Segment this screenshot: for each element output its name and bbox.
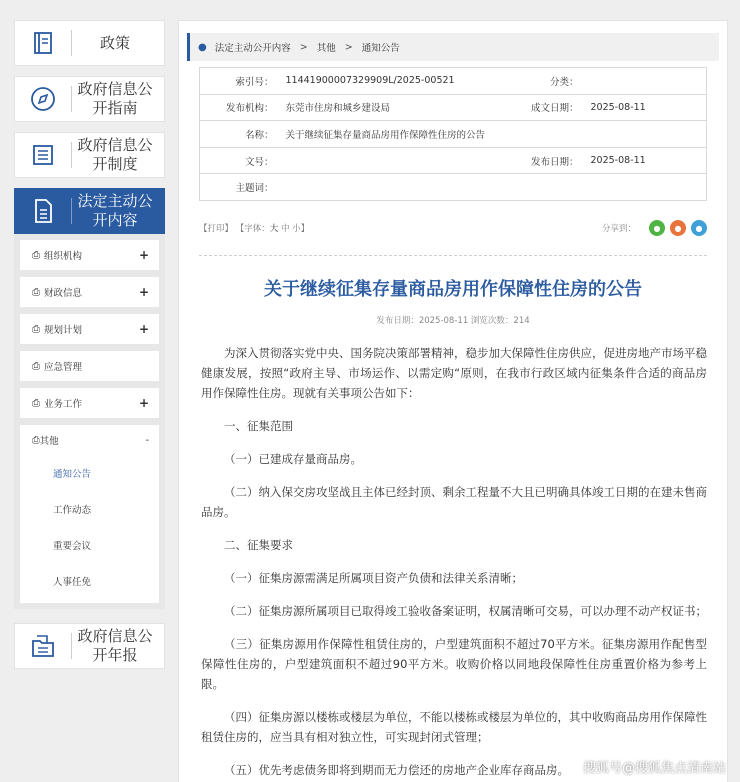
chevron-right-icon: > xyxy=(299,41,308,53)
document-icon xyxy=(15,197,71,225)
meta-label: 主题词： xyxy=(200,174,280,201)
breadcrumb-item[interactable]: 通知公告 xyxy=(361,43,400,54)
chevron-right-icon: > xyxy=(344,41,353,53)
meta-value: 关于继续征集存量商品房用作保障性住房的公告 xyxy=(280,121,707,148)
article-info: 发布日期：2025-08-11 浏览次数：214 xyxy=(376,316,530,326)
breadcrumb xyxy=(187,33,719,61)
nav-label: 政府信息公开指南 xyxy=(77,80,153,117)
page-icon: ⎙ xyxy=(32,397,40,409)
subnav-item-emergency[interactable] xyxy=(20,351,159,381)
article-body xyxy=(201,343,707,782)
article-paragraph: （二）征集房源所属项目已取得竣工验收备案证明，权属清晰可交易，可以办理不动产权证书； xyxy=(224,604,707,618)
nav-label: 政策 xyxy=(99,33,130,52)
article-paragraph: （二）纳入保交房攻坚战且主体已经封顶、剩余工程量不大且已明确具体竣工日期的在建未售商品房。 xyxy=(201,485,707,519)
expand-icon[interactable]: + xyxy=(138,396,149,410)
subnav-group-other xyxy=(20,425,159,603)
breadcrumb-item[interactable]: 其他 xyxy=(316,43,336,54)
article-tools xyxy=(199,220,707,236)
article-paragraph: （三）征集房源用作保障性租赁住房的，户型建筑面积不超过70平方米。征集房源用作配售型保障性住房的，户型建筑面积不超过90平方米。收购价格以同地段保障性住房重置价格为参考上限。 xyxy=(201,637,707,691)
article-paragraph: 一、征集范围 xyxy=(224,419,293,433)
location-pin-icon: ● xyxy=(198,41,207,53)
expand-icon[interactable]: + xyxy=(138,285,149,299)
compass-icon xyxy=(15,85,71,113)
content-panel xyxy=(178,20,728,782)
subnav-item-other[interactable] xyxy=(20,425,159,455)
meta-label: 发布机构： xyxy=(200,94,280,121)
nav-policy[interactable] xyxy=(14,20,165,66)
meta-label: 文号： xyxy=(200,147,280,174)
page-icon: ⎙ xyxy=(32,286,40,298)
subnav-label: 组织机构 xyxy=(44,251,83,262)
article-paragraph: （四）征集房源以楼栋或楼层为单位，不能以楼栋或楼层为单位的，其中收购商品房用作保障性租赁住房的，应当具有相对独立性，可实现封闭式管理； xyxy=(201,710,707,744)
subnav xyxy=(14,234,165,609)
collapse-icon[interactable]: - xyxy=(145,434,149,446)
left-sidebar xyxy=(14,20,165,679)
wechat-icon[interactable]: ● xyxy=(649,220,665,236)
watermark: 搜狐号@搜狐焦点清南站 xyxy=(582,761,726,776)
article-paragraph: （一）征集房源需满足所属项目资产负债和法律关系清晰； xyxy=(224,571,523,585)
share-label: 分享到： xyxy=(601,224,636,234)
meta-value: 东莞市住房和城乡建设局 xyxy=(280,94,525,121)
meta-value: 11441900007329909L/2025-00521 xyxy=(280,68,525,95)
font-small-button[interactable]: 小 xyxy=(292,224,301,234)
article-paragraph: （五）优先考虑债务即将到期而无力偿还的房地产企业库存商品房。 xyxy=(224,763,569,777)
subnav-label: 其他 xyxy=(39,436,59,447)
meta-label: 发布日期： xyxy=(525,147,585,174)
nav-guide[interactable] xyxy=(14,76,165,122)
article-paragraph: （一）已建成存量商品房。 xyxy=(224,452,362,466)
meta-value: 2025-08-11 xyxy=(585,94,707,121)
font-size-suffix: 】 xyxy=(300,224,310,234)
meta-value xyxy=(585,68,707,95)
subnav-item-finance[interactable] xyxy=(20,277,159,307)
subnav-label: 应急管理 xyxy=(44,362,83,373)
metadata-table xyxy=(199,67,707,201)
page-icon: ⎙ xyxy=(32,360,40,372)
meta-label: 分类： xyxy=(525,68,585,95)
meta-label: 名称： xyxy=(200,121,280,148)
meta-label: 索引号： xyxy=(200,68,280,95)
page-icon: ⎙ xyxy=(32,434,40,446)
subnav-item-organization[interactable] xyxy=(20,240,159,270)
page-icon: ⎙ xyxy=(32,249,40,261)
font-medium-button[interactable]: 中 xyxy=(280,224,290,234)
list-icon xyxy=(15,142,71,168)
subnav-leaf-personnel[interactable]: 人事任免 xyxy=(53,577,92,588)
breadcrumb-item[interactable]: 法定主动公开内容 xyxy=(214,43,291,54)
print-font-tools xyxy=(199,222,602,234)
expand-icon[interactable]: + xyxy=(138,248,149,262)
page-icon: ⎙ xyxy=(32,323,40,335)
subnav-leaf-work-news[interactable]: 工作动态 xyxy=(53,505,92,516)
print-button[interactable]: 【打印】 xyxy=(199,224,234,234)
expand-icon[interactable]: + xyxy=(138,322,149,336)
weibo-icon[interactable]: ● xyxy=(670,220,686,236)
nav-system[interactable] xyxy=(14,132,165,178)
divider xyxy=(199,255,707,256)
subnav-label: 规划计划 xyxy=(44,325,83,336)
meta-label: 成文日期： xyxy=(525,94,585,121)
share-bar xyxy=(602,220,707,236)
font-size-prefix: 【字体： xyxy=(235,224,270,234)
font-large-button[interactable]: 大 xyxy=(269,224,279,234)
nav-mandatory-disclosure[interactable] xyxy=(14,188,165,234)
book-icon xyxy=(15,30,71,56)
subnav-label: 财政信息 xyxy=(44,288,83,299)
subnav-leaf-notices[interactable]: 通知公告 xyxy=(53,469,92,480)
meta-value xyxy=(280,147,525,174)
qq-icon[interactable]: ● xyxy=(691,220,707,236)
nav-label: 法定主动公开内容 xyxy=(77,192,153,229)
article-paragraph: 二、征集要求 xyxy=(224,538,293,552)
article-paragraph: 为深入贯彻落实党中央、国务院决策部署精神，稳步加大保障性住房供应，促进房地产市场平稳健康发展，按照“政府主导、市场运作、以需定购“原则，在我市行政区域内征集条件合适的商品房用作保障性住房。现就有关事项公告如下： xyxy=(201,346,707,400)
subnav-item-business[interactable] xyxy=(20,388,159,418)
subnav-item-planning[interactable] xyxy=(20,314,159,344)
article-title: 关于继续征集存量商品房用作保障性住房的公告 xyxy=(264,279,642,300)
subnav-leaf-meetings[interactable]: 重要会议 xyxy=(53,541,92,552)
nav-annual-report[interactable] xyxy=(14,623,165,669)
folder-doc-icon xyxy=(15,632,71,660)
nav-label: 政府信息公开制度 xyxy=(77,136,153,173)
meta-value xyxy=(280,174,707,201)
subnav-label: 业务工作 xyxy=(44,399,83,410)
meta-value: 2025-08-11 xyxy=(585,147,707,174)
nav-label: 政府信息公开年报 xyxy=(77,627,153,664)
